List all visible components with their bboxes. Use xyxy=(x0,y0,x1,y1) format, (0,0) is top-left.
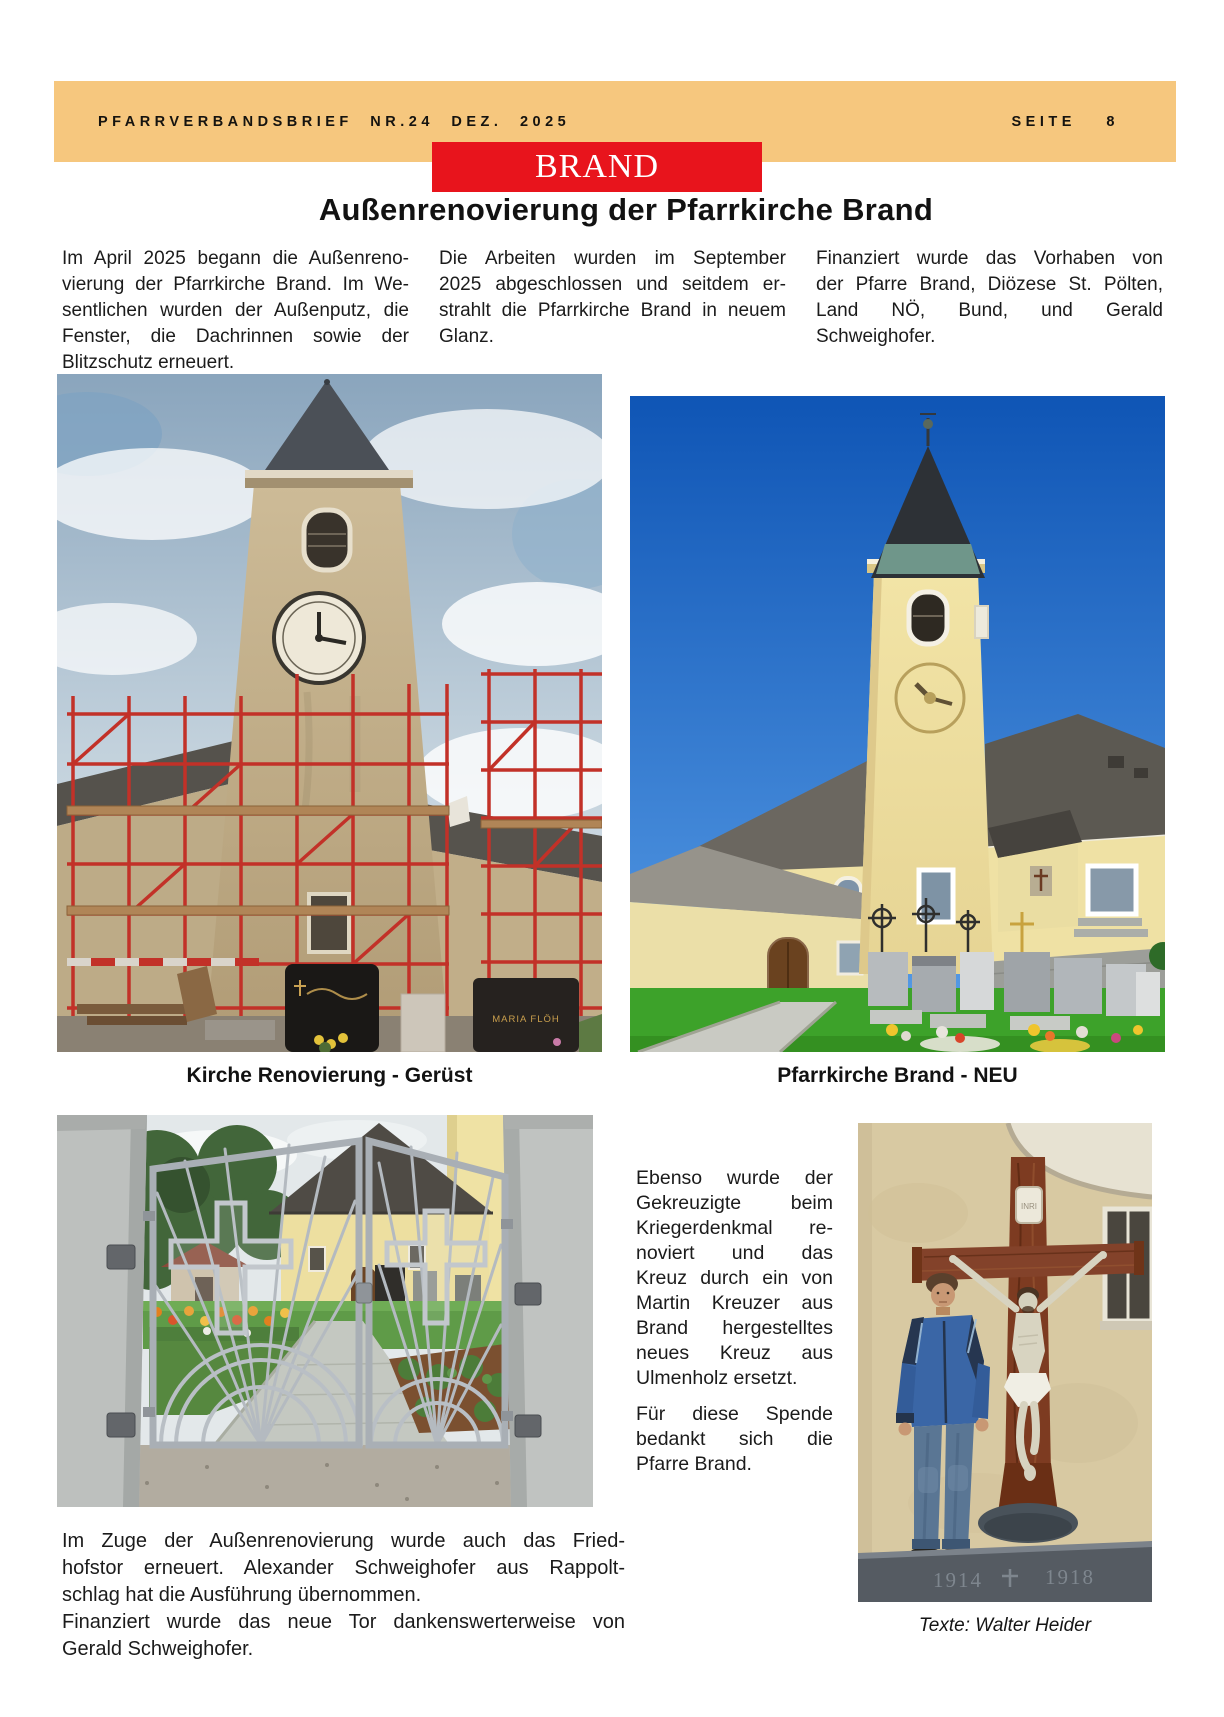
text-line: Land NÖ, Bund, und Gerald xyxy=(816,300,1163,321)
text-line: Gekreuzigte beim xyxy=(636,1192,833,1214)
gate-latch xyxy=(356,1283,372,1303)
memorial-year-right: 1918 xyxy=(1045,1565,1095,1589)
photo-cemetery-gate xyxy=(57,1115,593,1507)
text-line: Kriegerdenkmal re- xyxy=(636,1217,833,1239)
text-line: 2025 abgeschlossen und seitdem er- xyxy=(439,274,786,295)
photo-war-memorial-art xyxy=(858,1123,1152,1602)
text-line: Finanziert wurde das Vorhaben von xyxy=(816,248,1163,269)
text-line: Pfarre Brand. xyxy=(636,1453,752,1475)
text-line: Blitzschutz erneuert. xyxy=(62,352,235,373)
photo-church-scaffolding-art xyxy=(57,374,602,1052)
text-line: noviert und das xyxy=(636,1242,833,1264)
text-line: Glanz. xyxy=(439,326,494,347)
gravestone-inscription: MARIA FLÖH xyxy=(492,1014,560,1025)
gate-text-block xyxy=(62,1528,625,1663)
text-line: der Pfarre Brand, Diözese St. Pölten, xyxy=(816,274,1163,295)
belfry-window xyxy=(304,510,350,570)
intro-column-2 xyxy=(439,246,786,376)
belfry-window xyxy=(909,592,947,644)
section-banner xyxy=(432,142,762,192)
photo-church-renovated-art xyxy=(630,396,1165,1052)
tower-clock xyxy=(274,593,364,683)
text-line: strahlt die Pfarrkirche Brand in neuem xyxy=(439,300,786,321)
inri-text: INRI xyxy=(1021,1202,1037,1211)
text-line: Kreuz durch ein von xyxy=(636,1267,833,1289)
text-line: sentlichen wurden der Außenputz, die xyxy=(62,300,409,321)
text-line: Schweighofer. xyxy=(816,326,936,347)
text-line: Die Arbeiten wurden im September xyxy=(439,248,786,269)
text-line: Brand hergestelltes xyxy=(636,1317,833,1339)
text-line: Für diese Spende xyxy=(636,1403,833,1425)
photo-church-scaffolding xyxy=(57,374,602,1052)
photo-church-renovated xyxy=(630,396,1165,1052)
text-line: Martin Kreuzer aus xyxy=(636,1292,833,1314)
masthead-text: PFARRVERBANDSBRIEF NR.24 DEZ. 2025 xyxy=(98,114,571,130)
photo-cemetery-gate-art xyxy=(57,1115,593,1507)
text-line: Ulmenholz ersetzt. xyxy=(636,1367,798,1389)
text-line: neues Kreuz aus xyxy=(636,1342,833,1364)
caption-scaffold: Kirche Renovierung - Gerüst xyxy=(186,1064,473,1087)
text-line: Fenster, die Dachrinnen sowie der xyxy=(62,326,409,347)
text-line: hofstor erneuert. Alexander Schweighofer aus Rappolt- xyxy=(62,1557,625,1579)
intro-column-1 xyxy=(62,246,409,376)
intro-column-3 xyxy=(816,246,1163,376)
text-line: Finanziert wurde das neue Tor dankenswerterweise von xyxy=(62,1611,625,1633)
striped-plank xyxy=(67,958,259,966)
article-title: Außenrenovierung der Pfarrkirche Brand xyxy=(318,192,934,227)
black-gravestone xyxy=(285,964,379,1052)
section-banner-label: BRAND xyxy=(534,148,660,185)
text-line: Ebenso wurde der xyxy=(636,1167,833,1189)
intro-columns xyxy=(62,246,1163,376)
caption-renovated: Pfarrkirche Brand - NEU xyxy=(777,1064,1018,1087)
text-credit: Texte: Walter Heider xyxy=(918,1615,1092,1636)
photo-war-memorial-crucifix xyxy=(858,1123,1152,1602)
text-line: schlag hat die Ausführung übernommen. xyxy=(62,1584,422,1606)
text-line: bedankt sich die xyxy=(636,1428,833,1450)
crucifix-text-block xyxy=(636,1166,833,1477)
text-line: vierung der Pfarrkirche Brand. Im We- xyxy=(62,274,409,295)
text-line: Gerald Schweighofer. xyxy=(62,1638,254,1660)
text-line: Im Zuge der Außenrenovierung wurde auch das Fried- xyxy=(62,1530,625,1552)
text-line: Im April 2025 begann die Außenreno- xyxy=(62,248,409,269)
page-number-label: SEITE 8 xyxy=(1011,114,1119,130)
memorial-year-left: 1914 xyxy=(933,1568,983,1592)
